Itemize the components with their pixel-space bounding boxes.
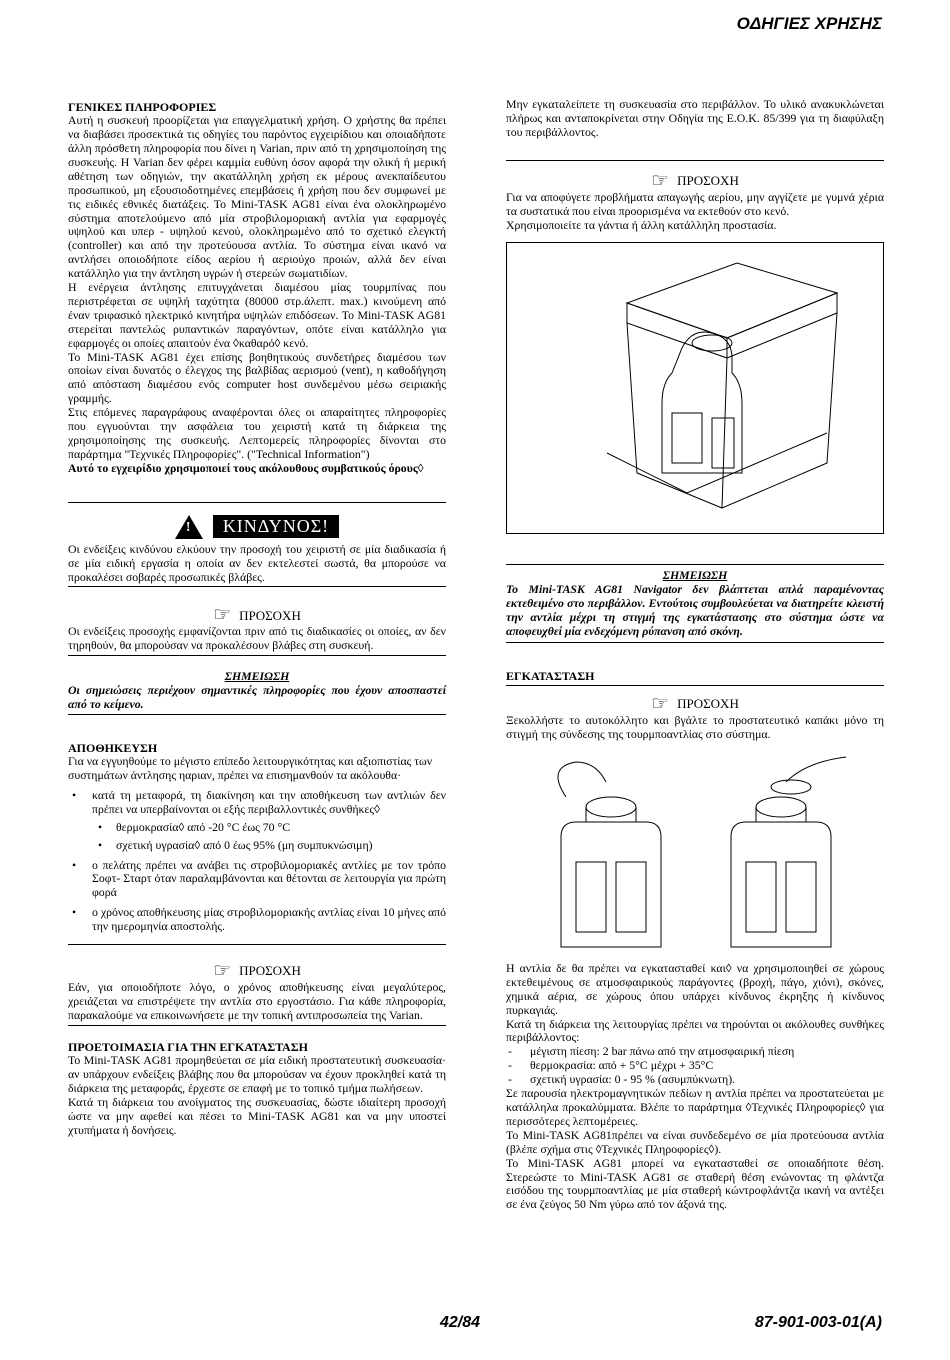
pointing-hand-icon: ☞	[651, 693, 670, 716]
caution-text: Εάν, για οποιοδήποτε λόγο, ο χρόνος αποθήκευσης είναι μεγαλύτερος, χρειάζεται να επιστρέψετε την αντλία στο εργοστάσιο. Για κάθε πληροφορία, παρακαλούμε να επικοινωνήσετε με την τοπική αντιπροσωπεία της Varian.	[68, 980, 446, 1022]
storage-heading: ΑΠΟΘΗΚΕΥΣΗ	[68, 740, 158, 755]
environment-paragraph: Το Mini-TASK AG81 μπορεί να εγκατασταθεί σε οποιαδήποτε θέση. Στερεώστε το Mini-TASK AG81 σε σταθερή θέση ενώνοντας τη φλάντζα εισόδου της τουρμποαντλίας με μία σταθερή κώντροφλάντζα ικανή να αντέξει σε ένα ζεύγος 50 Nm γύρω από τον άξονά της.	[506, 1155, 884, 1212]
danger-label: ΚΙΝΔΥΝΟΣ!	[213, 515, 339, 538]
note-label: ΣΗΜΕΙΩΣΗ	[224, 669, 290, 684]
caution-text: Για να αποφύγετε προβλήματα απαγωγής αερίου, μην αγγίζετε με γυμνά χέρια τα συστατικά που είναι προορισμένα να εκτεθούν στο κενό.	[506, 189, 884, 218]
caution-label: ΠΡΟΣΟΧΗ	[239, 607, 301, 623]
caution-header	[506, 171, 884, 191]
list-item: • θερμοκρασία◊ από -20 °C έως 70 °C	[92, 821, 446, 835]
prep-paragraph: Το Mini-TASK AG81 προμηθεύεται σε μία ειδική προστατευτική συσκευασία· αν υπάρχουν ενδείξεις βλάβης που θα μπορούσαν να έχουν προκληθεί κατά τη διάρκεια της μεταφοράς, έρχεστε σε επαφή με το τοπικό τμήμα πωλήσεων.	[68, 1052, 446, 1095]
divider	[68, 1025, 446, 1026]
pointing-hand-icon: ☞	[651, 169, 670, 192]
caution-label: ΠΡΟΣΟΧΗ	[239, 963, 301, 979]
environment-paragraph: Κατά τη διάρκεια της λειτουργίας πρέπει να τηρούνται οι ακόλουθες συνθήκες περιβάλλοντος:	[506, 1016, 884, 1045]
note-text: Το Mini-TASK AG81 Navigator δεν βλάπτεται απλά παραμένοντας εκτεθειμένο στο περιβάλλον. Εντούτοις συμβουλεύεται να διατηρείτε κλειστή την αντλία μέχρι τη στιγμή της εγκατάστασης στο σύστημα ώστε να αποφευχθεί μία ενδεχόμενη ρύπανση από σκόνη.	[506, 582, 884, 639]
conventions-statement: Αυτό το εγχειρίδιο χρησιμοποιεί τους ακόλουθους συμβατικούς όρους◊	[68, 460, 424, 475]
divider	[68, 714, 446, 715]
environment-paragraph: Η αντλία δε θα πρέπει να εγκατασταθεί και◊ να χρησιμοποιηθεί σε χώρους εκτεθειμένους σε ατμοσφαιρικούς παράγοντες (βροχή, πάγο, χιόνι), σκόνες, χημικά αέρια, σε χώρους όπου υπάρχει κίνδυνος έκρηξης ή κίνδυνος πυρκαγιάς.	[506, 960, 884, 1017]
environment-paragraph: Το Mini-TASK AG81πρέπει να είναι συνδεδεμένο σε μία προτεύουσα αντλία (βλέπε σχήμα στις ◊Τεχνικές Πληροφορίες◊).	[506, 1127, 884, 1156]
danger-header	[68, 515, 446, 539]
warning-triangle-icon	[175, 515, 203, 539]
list-item: - μέγιστη πίεση: 2 bar πάνω από την ατμοσφαιρική πίεση	[506, 1045, 884, 1059]
list-item: • ο χρόνος αποθήκευσης μίας στροβιλομοριακής αντλίας είναι 10 μήνες από την ημερομηνία αποστολής.	[68, 906, 446, 934]
caution-text: Οι ενδείξεις προσοχής εμφανίζονται πριν από τις διαδικασίες οι οποίες, αν δεν τηρηθούν, θα μπορούσαν να προκαλέσουν βλάβες στη συσκευή.	[68, 624, 446, 653]
caution-label: ΠΡΟΣΟΧΗ	[677, 173, 739, 189]
caution-text: Ξεκολλήστε το αυτοκόλλητο και βγάλτε το προστατευτικό καπάκι μόνο τη στιγμή της σύνδεσης της τουρμποαντλίας στο σύστημα.	[506, 713, 884, 742]
list-item: - θερμοκρασία: από + 5°C μέχρι + 35°C	[506, 1059, 884, 1073]
storage-list	[68, 789, 446, 934]
caution-header	[68, 961, 446, 981]
prep-heading: ΠΡΟΕΤΟΙΜΑΣΙΑ ΓΙΑ ΤΗΝ ΕΓΚΑΤΑΣΤΑΣΗ	[68, 1039, 308, 1054]
pointing-hand-icon: ☞	[213, 604, 232, 627]
packaging-figure	[506, 242, 884, 534]
divider	[506, 564, 884, 565]
list-item: - σχετική υγρασία: 0 - 95 % (ασυμπύκνωτη).	[506, 1073, 884, 1087]
divider	[68, 655, 446, 656]
divider	[68, 944, 446, 945]
danger-text: Οι ενδείξεις κινδύνου ελκύουν την προσοχή του χειριστή σε μία διαδικασία ή σε μία ειδική εργασία η οποία αν δεν εκτελεστεί σωστά, θα μπορούσε να προκαλέσει σοβαρές προσωπικές βλάβες.	[68, 541, 446, 584]
storage-intro: Για να εγγυηθούμε το μέγιστο επίπεδο λειτουργικότητας και αξιοπιστίας των συστημάτων άντλησης ηαριαν, πρέπει να επισημανθούν τα ακόλουθα·	[68, 754, 433, 783]
storage-sublist	[92, 821, 446, 853]
note-text: Οι σημειώσεις περιέχουν σημαντικές πληροφορίες που έχουν αποσπαστεί από το κείμενο.	[68, 683, 446, 712]
divider	[68, 586, 446, 587]
left-column	[68, 100, 446, 1137]
page-number: 42/84	[440, 1314, 481, 1331]
general-info-paragraph: Το Mini-TASK AG81 έχει επίσης βοηθητικούς συνδετήρες διαμέσου των οποίων είναι δυνατός ο έλεγχος της βαλβίδας αερισμού (vent), η καθοδήγηση από απόσταση διαμέσου ενός computer host συνδεμένου μέσω σειριακής γραμμής.	[68, 349, 446, 406]
list-item: • κατά τη μεταφορά, τη διακίνηση και την αποθήκευση των αντλιών δεν πρέπει να υπερβαίνονται οι εξής περιβαλλοντικές συνθήκες◊ • θερμοκρασία◊ από -20 °C έως 70 °C • σχετική υγρασία◊ από 0 έως 95% (μη συμπυκνώσιμη)	[68, 789, 446, 853]
note-label: ΣΗΜΕΙΩΣΗ	[662, 568, 728, 583]
divider	[68, 502, 446, 503]
caution-header	[68, 605, 446, 625]
caution-header	[506, 694, 884, 714]
divider	[506, 160, 884, 161]
general-info-heading: ΓΕΝΙΚΕΣ ΠΛΗΡΟΦΟΡΙΕΣ	[68, 100, 217, 114]
prep-paragraph: Κατά τη διάρκεια του ανοίγματος της συσκευασίας, δώστε ιδιαίτερη προσοχή ώστε να μην αφεθεί και πέσει το Mini-TASK AG81 και να μην υποστεί χτυπήματα ή δονήσεις.	[68, 1094, 446, 1137]
cap-removal-illustration	[506, 752, 882, 962]
page-header-title: ΟΔΗΓΙΕΣ ΧΡΗΣΗΣ	[736, 14, 882, 33]
general-info-paragraph: Η ενέργεια άντλησης επιτυγχάνεται διαμέσου μίας τουρμπίνας που περιστρέφεται σε υψηλή ταχύτητα (80000 στρ.άλεπτ. max.) κινούμενη από έναν τριφασικό ηλεκτρικό κινητήρα υψηλών επιδόσεων. Το Mini-TASK AG81 στερείται παντελώς ρυπαντικών παραγόντων, οπότε είναι κατάλληλο για εφαρμογές οι οποίες απαιτούν ένα ◊καθαρό◊ κενό.	[68, 280, 446, 350]
pointing-hand-icon: ☞	[213, 960, 232, 983]
list-item: • ο πελάτης πρέπει να ανάβει τις στροβιλομοριακές αντλίες με τον τρόπο Σοφτ- Σταρτ όταν παραλαμβάνονται και θέτονται σε λειτουργία για πρώτη φορά	[68, 859, 446, 901]
list-item: • σχετική υγρασία◊ από 0 έως 95% (μη συμπυκνώσιμη)	[92, 839, 446, 853]
divider	[506, 642, 884, 643]
general-info-paragraph: Αυτή η συσκευή προορίζεται για επαγγελματική χρήση. Ο χρήστης θα πρέπει να διαβάσει προσεκτικά τις οδηγίες του παρόντος εγχειρίδιου και οποιαδήποτε άλλη πρόσθετη πληροφορία που δίνει η Varian, πριν από τη χρησιμοποίηση της συσκευής. Η Varian δεν φέρει καμμία ευθύνη όσον αφορά την ολική ή μερική αθέτηση των οδηγιών, την ακατάλληλη χρήση εκ μέρους ανεκπαίδευτου προσωπικού, μη εξουσιοδοτημένες επεμβάσεις ή χρήση που δεν συμφωνεί με τις ειδικές εθνικές διατάξεις. Το Mini-TASK AG81 είναι ένα ολοκληρωμένο σύστημα αποτελούμενο από μία στροβιλομοριακή αντλία για εφαρμογές υψηλού και υπερ - υψηλού κενού, ολοκληρωμένο από το σχετικό ελεγκτή (controller) και από την προτεύουσα αντλία. Το σύστημα είναι ικανό να αντλήσει οποιοδήποτε είδος αερίου ή αεριούχο προιών, αλλά δεν είναι κατάλληλο για την άντληση υγρών ή στερεών σωματιδίων.	[68, 113, 446, 281]
general-info-paragraph: Στις επόμενες παραγράφους αναφέρονται όλες οι απαραίτητες πληροφορίες που εγγυούνται την ασφάλεια του χειριστή κατά τη διάρκεια της χρησιμοποίησης της συσκευής. Λεπτομερείς πληροφορίες δίνονται στο παράρτημα "Τεχνικές Πληροφορίες". ("Technical Information")	[68, 405, 446, 461]
caution-text: Χρησιμοποιείτε τα γάντια ή άλλη κατάλληλη προστασία.	[506, 217, 777, 232]
caution-label: ΠΡΟΣΟΧΗ	[677, 696, 739, 712]
environment-paragraph: Σε παρουσία ηλεκτρομαγνητικών πεδίων η αντλία πρέπει να προστατεύεται με κατάλληλα προκαλύμματα. Βλέπε το παράρτημα ◊Τεχνικές Πληροφορίες◊ για περισσότερες λεπτομέρειες.	[506, 1086, 884, 1128]
installation-heading: ΕΓΚΑΤΑΣΤΑΣΗ	[506, 668, 595, 683]
right-column	[506, 98, 884, 1212]
protective-cap-figure	[506, 752, 884, 962]
environment-conditions-list	[506, 1045, 884, 1087]
divider	[506, 685, 884, 686]
packaging-paragraph: Μην εγκαταλείπετε τη συσκευασία στο περιβάλλον. Το υλικό ανακυκλώνεται πλήρως και ανταποκρίνεται στην Οδηγία της Ε.Ο.Κ. 85/399 για τη διαφύλαξη του περιβάλλοντος.	[506, 97, 884, 139]
document-code: 87-901-003-01(A)	[754, 1314, 882, 1331]
pump-in-box-illustration	[507, 243, 883, 533]
